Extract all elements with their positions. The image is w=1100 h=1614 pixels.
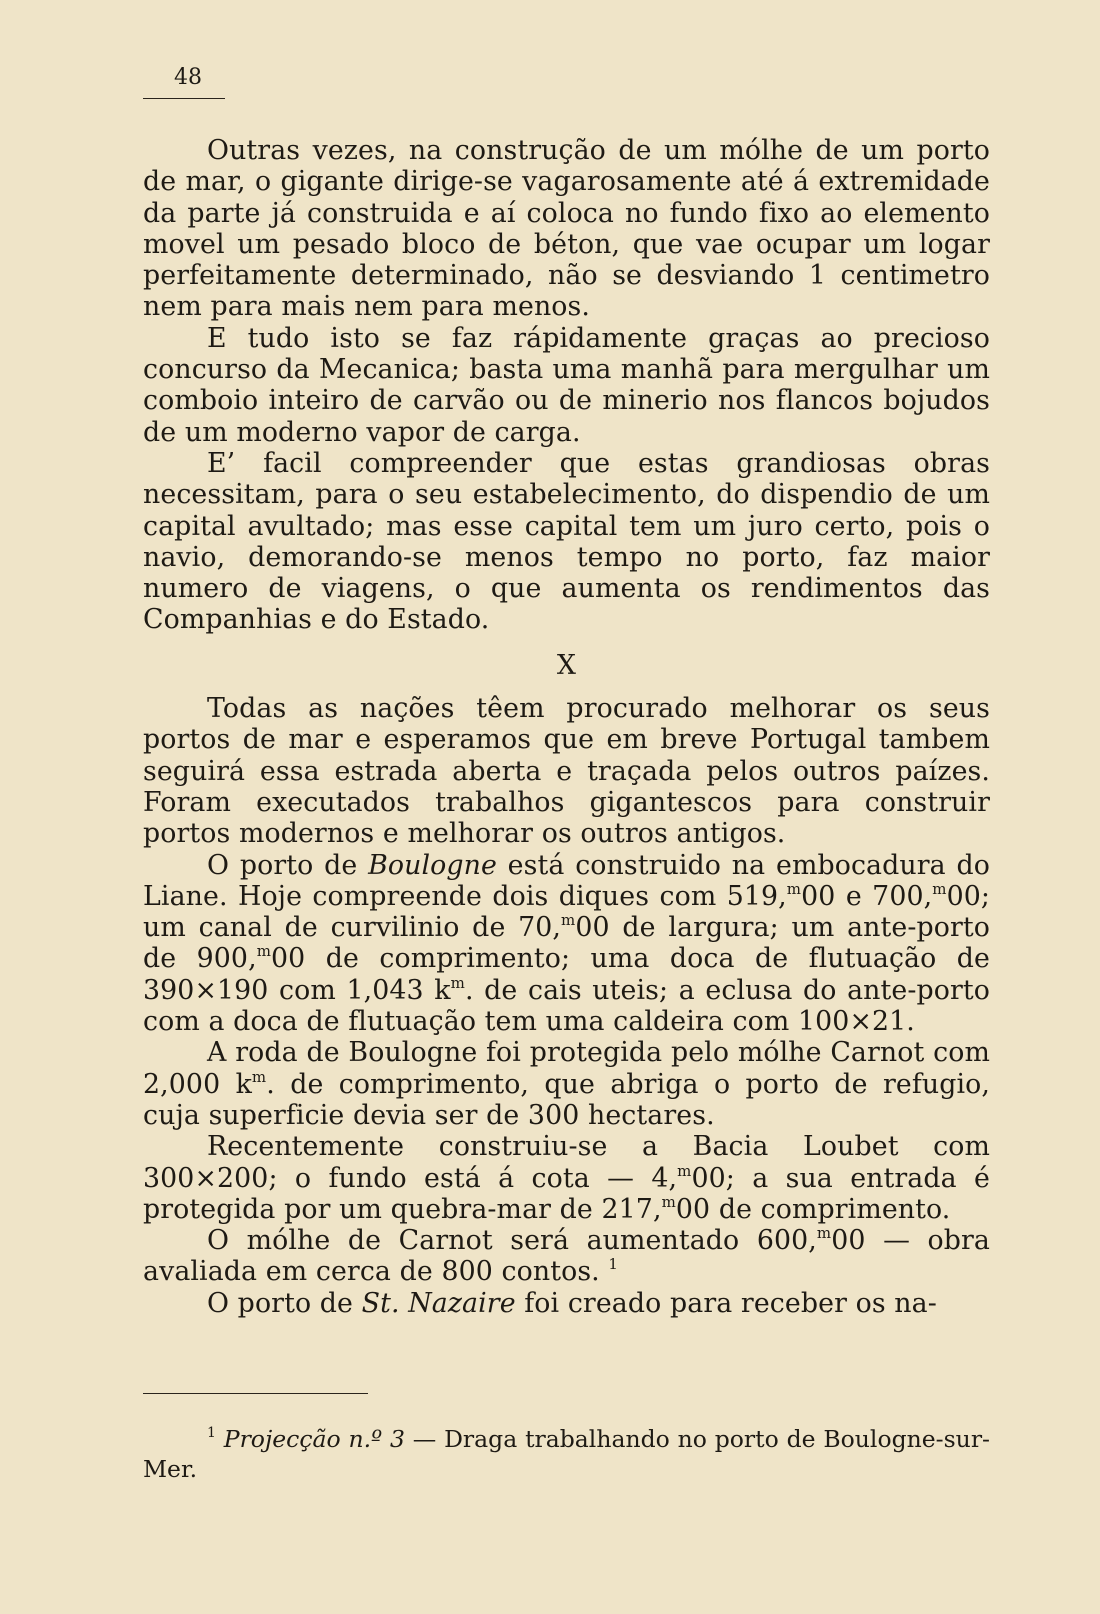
page-number: 48 (174, 65, 202, 90)
text-run: 00; um canal de curvilinio de 70, (143, 880, 991, 944)
paragraph (143, 135, 990, 323)
text-run: — Draga trabalhando no porto de Boulogne-sur-Mer. (143, 1425, 990, 1483)
superscript: m (661, 1192, 676, 1211)
text-run: Todas as nações têem procurado melhorar os seus portos de mar e esperamos que em breve Portugal tambem seguirá essa estrada aberta e traçada pelos outros paízes. Foram executados trabalhos gigantescos para construir portos modernos e melhorar os outros antigos. (143, 693, 990, 850)
paragraph (143, 323, 990, 448)
text-run: Outras vezes, na construção de um mólhe de um porto de mar, o gigante dirige-se vagarosamente até á extremidade da parte já construida e aí coloca no fundo fixo ao elemento movel um pesado bloco de béton, que vae ocupar um logar perfeitamente determinado, não se desviando 1 centimetro nem para mais nem para menos. (143, 135, 990, 323)
text-run: 00 — obra avaliada em cerca de 800 contos. (143, 1225, 990, 1288)
text-run: Recentemente construiu-se a Bacia Loubet com 300×200; o fundo está á cota — 4, (143, 1131, 990, 1194)
superscript: m (251, 1067, 267, 1086)
superscript: m (256, 942, 272, 961)
section-heading: X (556, 649, 577, 681)
text-run: foi creado para receber os na- (515, 1287, 937, 1319)
paragraph (143, 693, 990, 849)
italic-text: St. Nazaire (361, 1287, 516, 1319)
superscript: m (561, 911, 576, 930)
text-run: 00 de comprimento. (675, 1193, 951, 1225)
superscript: m (786, 879, 802, 898)
paragraph (143, 1225, 990, 1288)
paragraph (143, 448, 990, 636)
text-run: 00; a sua entrada é protegida por um quebra-mar de 217, (143, 1162, 990, 1225)
text-run: A roda de Boulogne foi protegida pelo mólhe Carnot com 2,000 k (143, 1037, 990, 1100)
superscript: 1 (608, 1255, 619, 1274)
superscript: m (816, 1224, 832, 1243)
text-run: E tudo isto se faz rápidamente graças ao precioso concurso da Mecanica; basta uma manhã para mergulhar um comboio inteiro de carvão ou de minerio nos flancos bojudos de um moderno vapor de carga. (143, 322, 990, 448)
superscript: m (450, 973, 465, 992)
footnote-text (143, 1424, 990, 1484)
text-run: está construido na embocadura do Liane. Hoje compreende dois diques com 519, (143, 849, 990, 912)
superscript: m (932, 879, 947, 898)
header-rule (143, 98, 225, 99)
paragraph (143, 850, 990, 1038)
superscript: m (677, 1161, 692, 1180)
paragraph (143, 1131, 990, 1225)
text-run: 00 de comprimento; uma doca de flutuação de 390×190 com 1,043 k (143, 943, 990, 1006)
text-run: O porto de (207, 1287, 362, 1319)
text-run: 00 de largura; um ante-porto de 900, (143, 912, 990, 975)
text-run: 00 e 700, (801, 880, 933, 912)
text-run: E’ facil compreender que estas grandiosas obras necessitam, para o seu estabelecimento, do dispendio de um capital avultado; mas esse capital tem um juro certo, pois o navio, demorando-se menos tempo no porto, faz maior numero de viagens, o que aumenta os rendimentos das Companhias e do Estado. (143, 447, 990, 636)
paragraph (143, 1037, 990, 1131)
footnote-rule (143, 1393, 368, 1394)
italic-text: Projecção n.º 3 (223, 1425, 405, 1453)
paragraph (143, 1288, 990, 1319)
text-run: O porto de (207, 849, 369, 881)
text-run: . de comprimento, que abriga o porto de refugio, cuja superficie devia ser de 300 hectares. (143, 1068, 990, 1131)
footnote (143, 1424, 990, 1484)
text-run: O mólhe de Carnot será aumentado 600, (207, 1225, 817, 1257)
superscript: 1 (207, 1425, 216, 1441)
text-run: . de cais uteis; a eclusa do ante-porto com a doca de flutuação tem uma caldeira com 100×21. (143, 974, 991, 1038)
body-text (143, 135, 990, 1319)
italic-text: Boulogne (368, 849, 497, 881)
text-run (216, 1425, 224, 1453)
